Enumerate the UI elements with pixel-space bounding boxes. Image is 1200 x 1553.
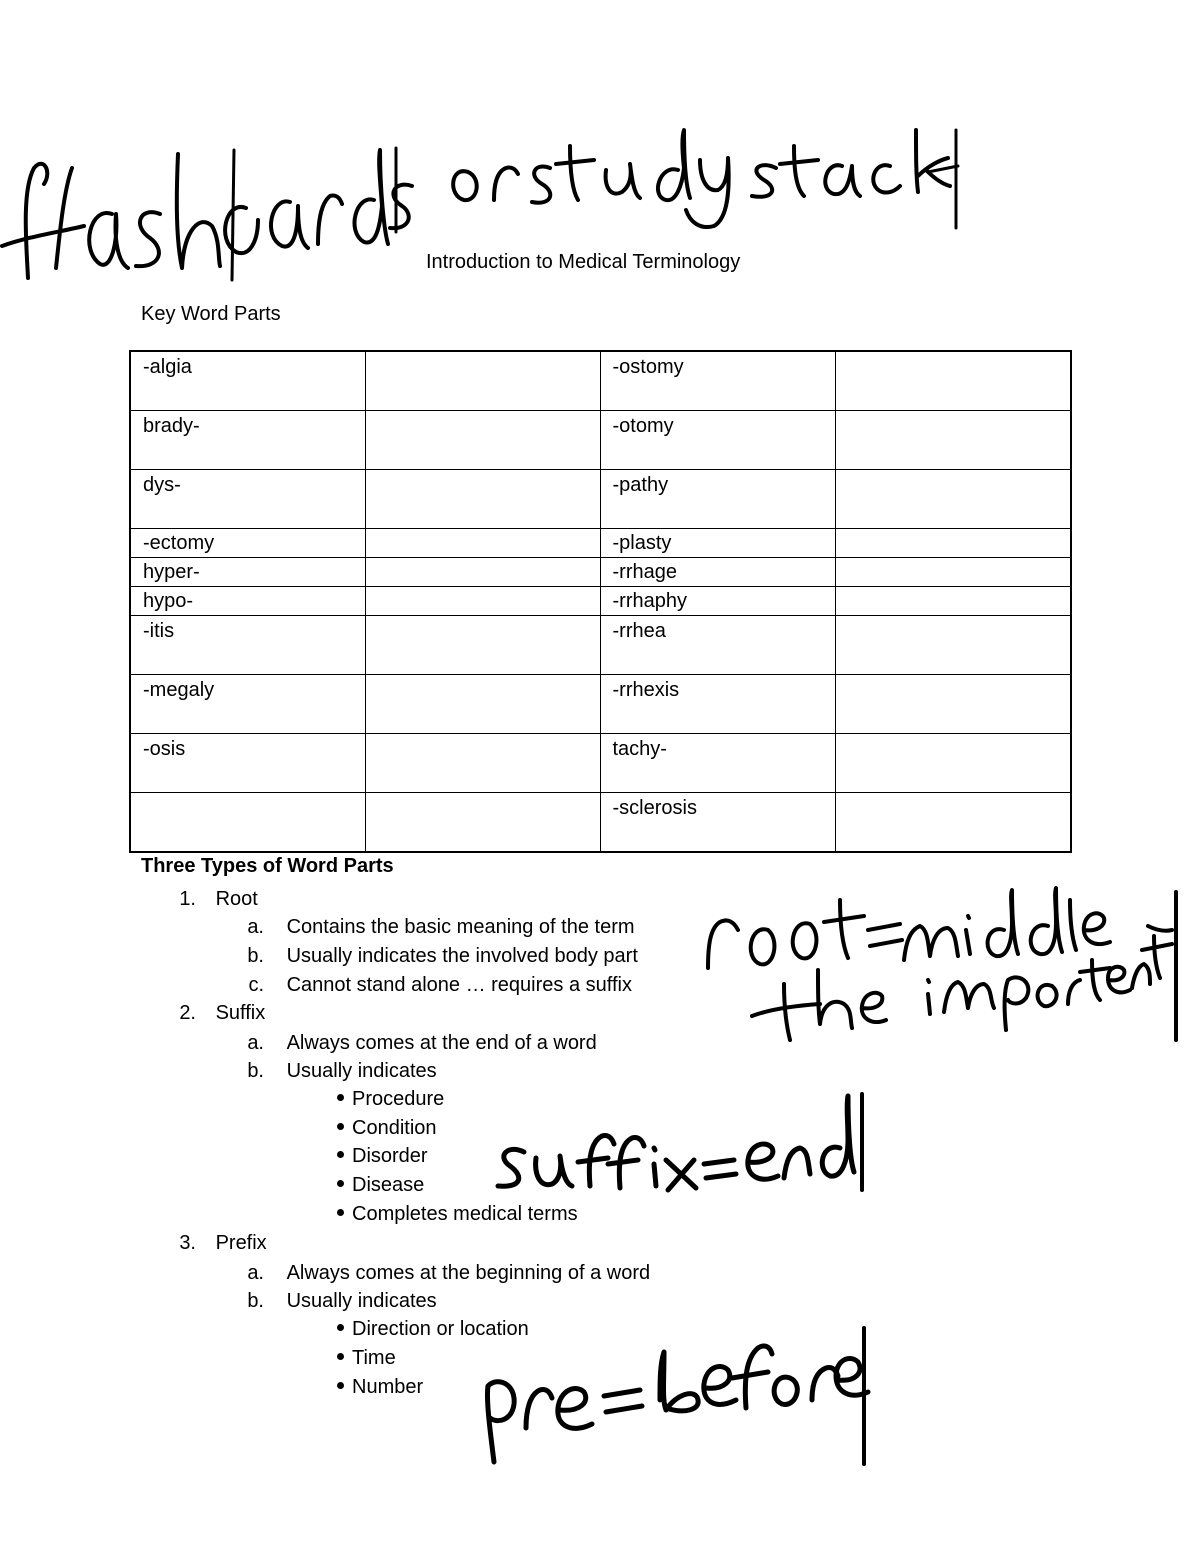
term-cell: -pathy bbox=[600, 470, 835, 529]
bullet-item bbox=[337, 1144, 428, 1168]
outline-number: 3. bbox=[179, 1232, 196, 1254]
table-row bbox=[130, 558, 1071, 587]
definition-cell bbox=[835, 793, 1071, 853]
outline-subitem-mark: b. bbox=[247, 1060, 264, 1082]
bullet-item bbox=[337, 1087, 444, 1111]
outline-subitem-mark: b. bbox=[247, 1290, 264, 1312]
bullet-item bbox=[337, 1202, 578, 1226]
outline-subitem bbox=[246, 1289, 437, 1313]
outline-subitem-text: Cannot stand alone … requires a suffix bbox=[286, 974, 632, 996]
outline-item-prefix bbox=[176, 1231, 267, 1255]
term-cell: -ectomy bbox=[130, 529, 365, 558]
outline-subitem-text: Always comes at the beginning of a word bbox=[286, 1262, 651, 1284]
outline-subitem-text: Usually indicates the involved body part bbox=[286, 945, 638, 967]
definition-cell bbox=[365, 587, 600, 616]
outline-subitem-mark: b. bbox=[247, 945, 264, 967]
table-row bbox=[130, 470, 1071, 529]
term-cell: -rrhaphy bbox=[600, 587, 835, 616]
bullet-item bbox=[337, 1317, 529, 1341]
outline-label: Root bbox=[215, 888, 258, 910]
table-row bbox=[130, 411, 1071, 470]
definition-cell bbox=[365, 793, 600, 853]
outline-subitem-mark: c. bbox=[248, 974, 264, 996]
definition-cell bbox=[365, 558, 600, 587]
outline-number: 1. bbox=[179, 888, 196, 910]
outline-subitem bbox=[246, 1261, 650, 1285]
definition-cell bbox=[835, 734, 1071, 793]
term-cell: -otomy bbox=[600, 411, 835, 470]
table-row bbox=[130, 587, 1071, 616]
outline-item-suffix bbox=[176, 1001, 265, 1025]
bullet-text: Disease bbox=[352, 1174, 425, 1196]
term-cell: dys- bbox=[130, 470, 365, 529]
definition-cell bbox=[835, 351, 1071, 411]
table-row bbox=[130, 793, 1071, 853]
term-cell: -ostomy bbox=[600, 351, 835, 411]
table-row bbox=[130, 529, 1071, 558]
bullet-text: Number bbox=[352, 1376, 424, 1398]
bullet-text: Direction or location bbox=[352, 1318, 529, 1340]
document-title: Introduction to Medical Terminology bbox=[426, 251, 741, 273]
term-cell: -megaly bbox=[130, 675, 365, 734]
term-cell bbox=[130, 793, 365, 853]
definition-cell bbox=[365, 675, 600, 734]
term-cell: -algia bbox=[130, 351, 365, 411]
outline-number: 2. bbox=[179, 1002, 196, 1024]
bullet-item bbox=[337, 1346, 396, 1370]
word-part-types-heading: Three Types of Word Parts bbox=[141, 855, 394, 877]
definition-cell bbox=[835, 558, 1071, 587]
definition-cell bbox=[365, 616, 600, 675]
outline-subitem-text: Always comes at the end of a word bbox=[286, 1032, 597, 1054]
outline-subitem-mark: a. bbox=[247, 1032, 264, 1054]
outline-subitem-text: Contains the basic meaning of the term bbox=[286, 916, 635, 938]
table-row bbox=[130, 734, 1071, 793]
outline-label: Prefix bbox=[215, 1232, 267, 1254]
bullet-text: Completes medical terms bbox=[352, 1203, 578, 1225]
outline-subitem-text: Usually indicates bbox=[286, 1290, 437, 1312]
definition-cell bbox=[835, 587, 1071, 616]
definition-cell bbox=[365, 734, 600, 793]
bullet-text: Condition bbox=[352, 1117, 437, 1139]
bullet-text: Time bbox=[352, 1347, 396, 1369]
key-word-parts-label: Key Word Parts bbox=[141, 303, 281, 325]
outline-subitem bbox=[246, 1031, 597, 1055]
definition-cell bbox=[365, 351, 600, 411]
term-cell: -rrhexis bbox=[600, 675, 835, 734]
outline-subitem-mark: a. bbox=[247, 916, 264, 938]
definition-cell bbox=[835, 675, 1071, 734]
term-cell: -rrhea bbox=[600, 616, 835, 675]
definition-cell bbox=[365, 529, 600, 558]
term-cell: hyper- bbox=[130, 558, 365, 587]
term-cell: -itis bbox=[130, 616, 365, 675]
table-row bbox=[130, 351, 1071, 411]
definition-cell bbox=[835, 616, 1071, 675]
bullet-item bbox=[337, 1375, 423, 1399]
handwritten-note-suffix bbox=[498, 1094, 862, 1190]
term-cell: hypo- bbox=[130, 587, 365, 616]
definition-cell bbox=[835, 529, 1071, 558]
outline-subitem-text: Usually indicates bbox=[286, 1060, 437, 1082]
outline-label: Suffix bbox=[215, 1002, 266, 1024]
term-cell: -osis bbox=[130, 734, 365, 793]
outline-subitem bbox=[246, 944, 638, 968]
key-word-parts-table bbox=[129, 350, 1072, 853]
definition-cell bbox=[365, 411, 600, 470]
definition-cell bbox=[835, 411, 1071, 470]
definition-cell bbox=[365, 470, 600, 529]
handwritten-note-root bbox=[708, 888, 1176, 1040]
term-cell: brady- bbox=[130, 411, 365, 470]
bullet-text: Disorder bbox=[352, 1145, 428, 1167]
term-cell: -plasty bbox=[600, 529, 835, 558]
outline-item-root bbox=[176, 887, 258, 911]
outline-subitem-mark: a. bbox=[247, 1262, 264, 1284]
bullet-item bbox=[337, 1173, 424, 1197]
table-row bbox=[130, 616, 1071, 675]
table-row bbox=[130, 675, 1071, 734]
handwritten-note-prefix bbox=[487, 1328, 868, 1464]
term-cell: -rrhage bbox=[600, 558, 835, 587]
term-cell: tachy- bbox=[600, 734, 835, 793]
definition-cell bbox=[835, 470, 1071, 529]
term-cell: -sclerosis bbox=[600, 793, 835, 853]
outline-subitem bbox=[246, 973, 632, 997]
bullet-item bbox=[337, 1116, 437, 1140]
outline-subitem bbox=[246, 1059, 437, 1083]
bullet-text: Procedure bbox=[352, 1088, 445, 1110]
outline-subitem bbox=[246, 915, 635, 939]
